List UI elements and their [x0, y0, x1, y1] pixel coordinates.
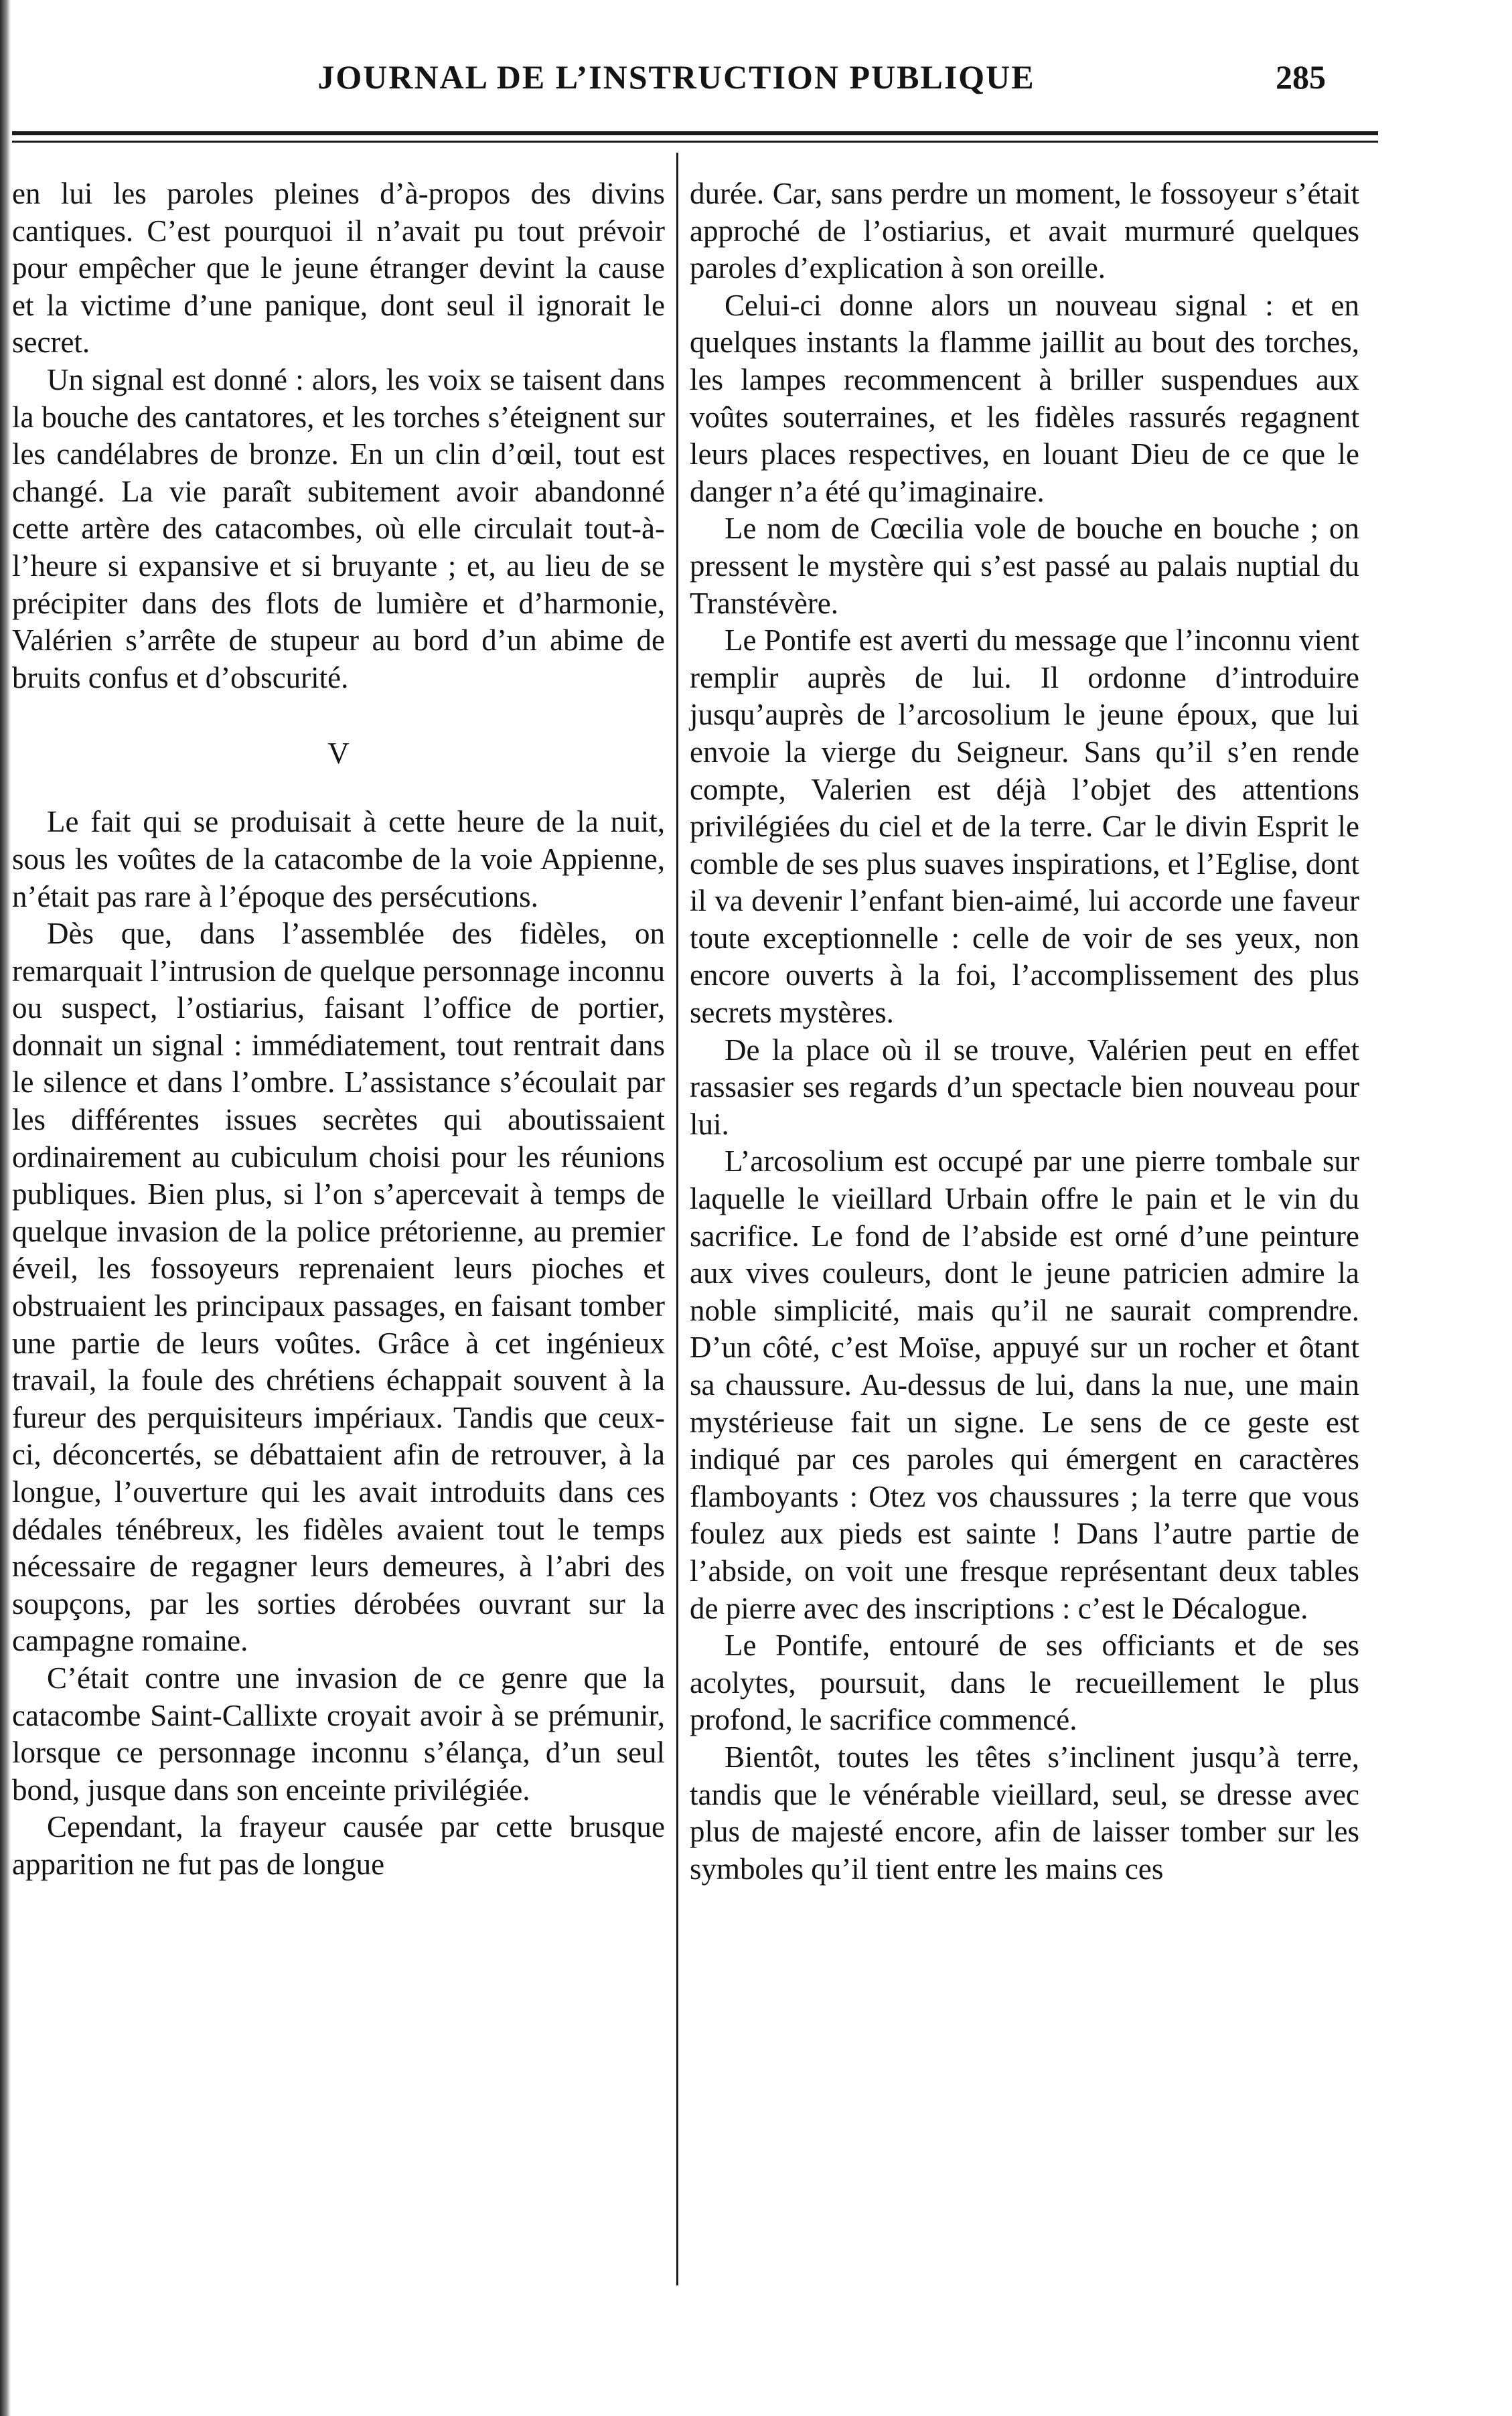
paragraph: durée. Car, sans perdre un moment, le fossoyeur s’était approché de l’ostiarius, et avait murmuré quelques paroles d’explication à son oreille. [690, 177, 1359, 285]
paragraph: L’arcosolium est occupé par une pierre tombale sur laquelle le vieillard Urbain offre le pain et le vin du sacrifice. Le fond de l’abside est orné d’une peinture aux vives couleurs, dont le jeune patricien admire la noble simplicité, mais qu’il ne saurait comprendre. D’un côté, c’est Moïse, appuyé sur un rocher et ôtant sa chaussure. Au-dessus de lui, dans la nue, une main mystérieuse fait un signe. Le sens de ce geste est indiqué par ces paroles qui émergent en caractères flamboyants : Otez vos chaussures ; la terre que vous foulez aux pieds est sainte ! Dans l’autre partie de l’abside, on voit une fresque représentant deux tables de pierre avec des inscriptions : c’est le Décalogue. [690, 1144, 1359, 1625]
paragraph: Celui-ci donne alors un nouveau signal : et en quelques instants la flamme jaillit au bout des torches, les lampes recommencent à briller suspendues aux voûtes souterraines, et les fidèles rassurés regagnent leurs places respectives, en louant Dieu de ce que le danger n’a été qu’imaginaire. [690, 288, 1359, 508]
paragraph: De la place où il se trouve, Valérien peut en effet rassasier ses regards d’un spectacle bien nouveau pour lui. [690, 1033, 1359, 1141]
paragraph: Le nom de Cœcilia vole de bouche en bouche ; on pressent le mystère qui s’est passé au palais nuptial du Transtévère. [690, 512, 1359, 620]
paragraph: Le Pontife, entouré de ses officiants et de ses acolytes, poursuit, dans le recueillement le plus profond, le sacrifice commencé. [690, 1629, 1359, 1737]
paragraph: Bientôt, toutes les têtes s’inclinent jusqu’à terre, tandis que le vénérable vieillard, seul, se dresse avec plus de majesté encore, afin de laisser tomber sur les symboles qu’il tient entre les mains ces [690, 1740, 1359, 1886]
right-column [690, 175, 1359, 1888]
paragraph: Cependant, la frayeur causée par cette brusque apparition ne fut pas de longue [12, 1810, 665, 1881]
column-divider [676, 153, 678, 2285]
paragraph: Un signal est donné : alors, les voix se taisent dans la bouche des cantatores, et les torches s’éteignent sur les candélabres de bronze. En un clin d’œil, tout est changé. La vie paraît subitement avoir abandonné cette artère des catacombes, où elle circulait tout-à-l’heure si expansive et si bruyante ; et, au lieu de se précipiter dans des flots de lumière et d’harmonie, Valérien s’arrête de stupeur au bord d’un abime de bruits confus et d’obscurité. [12, 362, 665, 694]
paragraph: C’était contre une invasion de ce genre que la catacombe Saint-Callixte croyait avoir à se prémunir, lorsque ce personnage inconnu s’élança, d’un seul bond, jusque dans son enceinte privilégiée. [12, 1661, 665, 1807]
header-rule-thin [12, 141, 1378, 143]
header-rule-thick [12, 131, 1378, 135]
paragraph: Le Pontife est averti du message que l’inconnu vient remplir auprès de lui. Il ordonne d’introduire jusqu’auprès de l’arcosolium le jeune époux, que lui envoie la vierge du Seigneur. Sans qu’il s’en rende compte, Valerien est déjà l’objet des attentions privilégiées du ciel et de la terre. Car le divin Esprit le comble de ses plus suaves inspirations, et l’Eglise, dont il va devenir l’enfant bien-aimé, lui accorde une faveur toute exceptionnelle : celle de voir de ses yeux, non encore ouverts à la foi, l’accomplissement des plus secrets mystères. [690, 623, 1359, 1030]
paragraph: Le fait qui se produisait à cette heure de la nuit, sous les voûtes de la catacombe de la voie Appienne, n’était pas rare à l’époque des persécutions. [12, 805, 665, 913]
paragraph: Dès que, dans l’assemblée des fidèles, on remarquait l’intrusion de quelque personnage inconnu ou suspect, l’ostiarius, faisant l’office de portier, donnait un signal : immédiatement, tout rentrait dans le silence et dans l’ombre. L’assistance s’écoulait par les différentes issues secrètes qui aboutissaient ordinairement au cubiculum choisi pour les réunions publiques. Bien plus, si l’on s’apercevait à temps de quelque invasion de la police prétorienne, au premier éveil, les fossoyeurs reprenaient leurs pioches et obstruaient les principaux passages, en faisant tomber une partie de leurs voûtes. Grâce à cet ingénieux travail, la foule des chrétiens échappait souvent à la fureur des perquisiteurs impériaux. Tandis que ceux-ci, déconcertés, se débattaient afin de retrouver, à la longue, l’ouverture qui les avait introduits dans ces dédales ténébreux, les fidèles avaient tout le temps nécessaire de regagner leurs demeures, à l’abri des soupçons, par les sorties dérobées ouvrant sur la campagne romaine. [12, 917, 665, 1658]
paragraph: en lui les paroles pleines d’à-propos des divins cantiques. C’est pourquoi il n’avait pu tout prévoir pour empêcher que le jeune étranger devint la cause et la victime d’une panique, dont seul il ignorait le secret. [12, 177, 665, 360]
running-title: JOURNAL DE L’INSTRUCTION PUBLIQUE [317, 58, 1035, 96]
page-binding-shadow [0, 0, 11, 2416]
page-number: 285 [1276, 58, 1326, 96]
page-header [0, 58, 1512, 111]
left-column [12, 175, 665, 1884]
section-number: V [327, 737, 350, 771]
